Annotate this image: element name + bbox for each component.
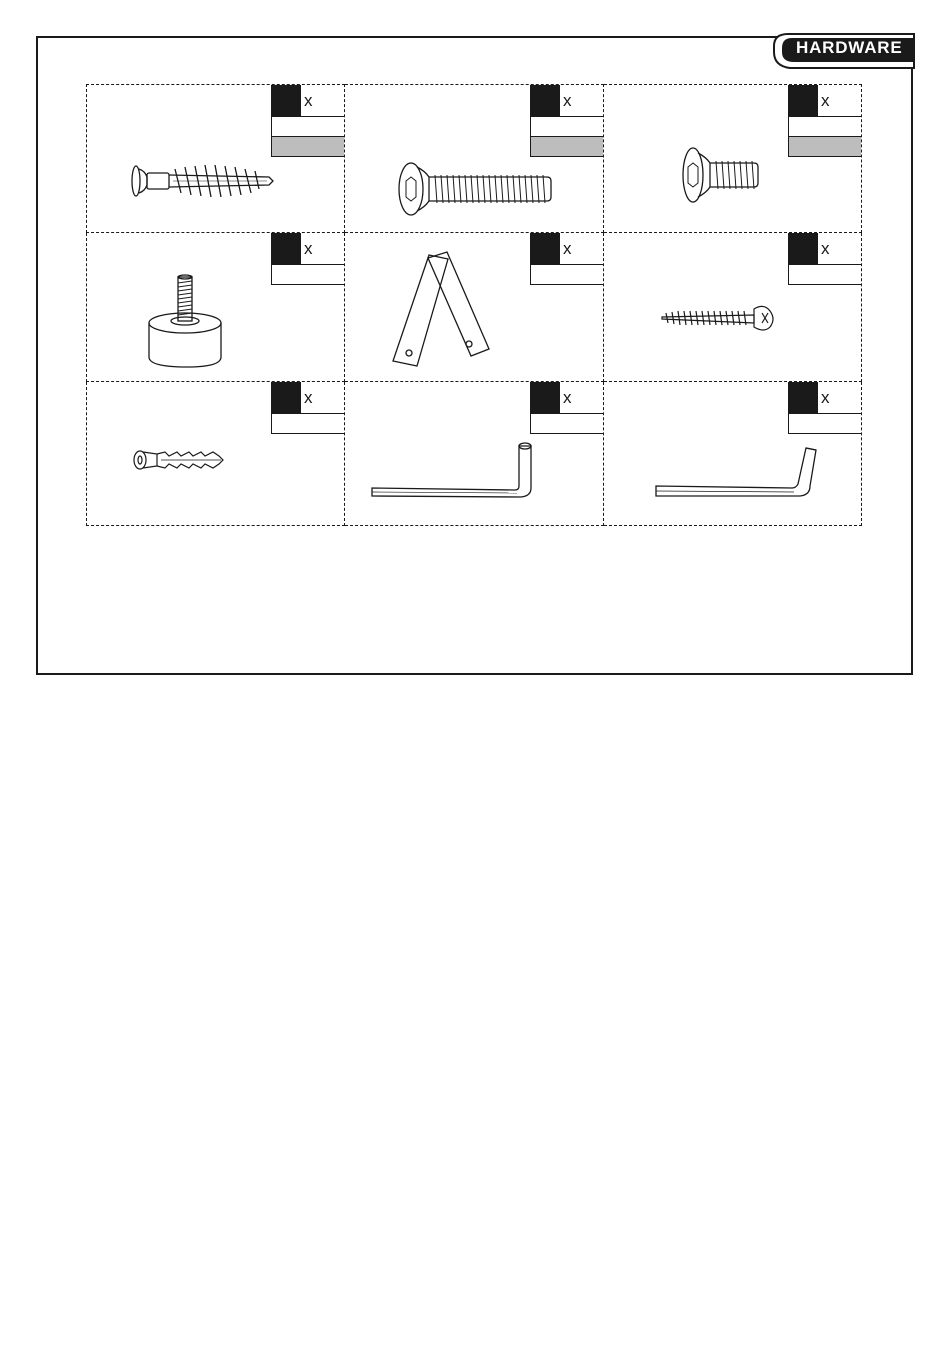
qty-x: x: [563, 91, 572, 110]
qty-marker: [789, 233, 818, 264]
part-cell-allen-key-small: [345, 382, 604, 526]
hardware-title: HARDWARE: [796, 38, 903, 57]
qty-box-allen-key-small: [530, 382, 603, 434]
qty-box-connector-bolt-long: [530, 85, 603, 157]
qty-field: [272, 117, 344, 136]
qty-box-l-bracket: [530, 233, 603, 285]
qty-marker: [531, 382, 560, 413]
qty-x: x: [563, 239, 572, 258]
qty-field: [789, 265, 861, 284]
qty-box-adjustable-foot: [271, 233, 344, 285]
qty-field: [789, 414, 861, 433]
qty-box-allen-key-large: [788, 382, 861, 434]
qty-field: [531, 117, 603, 136]
qty-box-wall-plug: [271, 382, 344, 434]
part-cell-wood-screw: [604, 233, 862, 382]
qty-field: [272, 414, 344, 433]
part-cell-allen-key-large: [604, 382, 862, 526]
qty-field: [272, 265, 344, 284]
parts-grid: [86, 84, 862, 526]
qty-shaded-field: [531, 136, 603, 156]
qty-box-cam-bolt: [271, 85, 344, 157]
qty-shaded-field: [272, 136, 344, 156]
part-cell-connector-bolt-short: [604, 84, 862, 233]
qty-x: x: [821, 239, 830, 258]
qty-x: x: [304, 388, 313, 407]
qty-field: [789, 117, 861, 136]
qty-x: x: [563, 388, 572, 407]
qty-marker: [272, 382, 301, 413]
qty-x: x: [821, 91, 830, 110]
part-cell-connector-bolt-long: [345, 84, 604, 233]
part-cell-adjustable-foot: [86, 233, 345, 382]
qty-x: x: [821, 388, 830, 407]
part-cell-l-bracket: [345, 233, 604, 382]
qty-marker: [531, 85, 560, 116]
qty-x: x: [304, 239, 313, 258]
qty-field: [531, 414, 603, 433]
qty-marker: [272, 85, 301, 116]
part-cell-cam-bolt: [86, 84, 345, 233]
qty-marker: [531, 233, 560, 264]
qty-box-connector-bolt-short: [788, 85, 861, 157]
qty-marker: [272, 233, 301, 264]
qty-marker: [789, 382, 818, 413]
qty-field: [531, 265, 603, 284]
qty-shaded-field: [789, 136, 861, 156]
qty-x: x: [304, 91, 313, 110]
qty-box-wood-screw: [788, 233, 861, 285]
part-cell-wall-plug: [86, 382, 345, 526]
qty-marker: [789, 85, 818, 116]
